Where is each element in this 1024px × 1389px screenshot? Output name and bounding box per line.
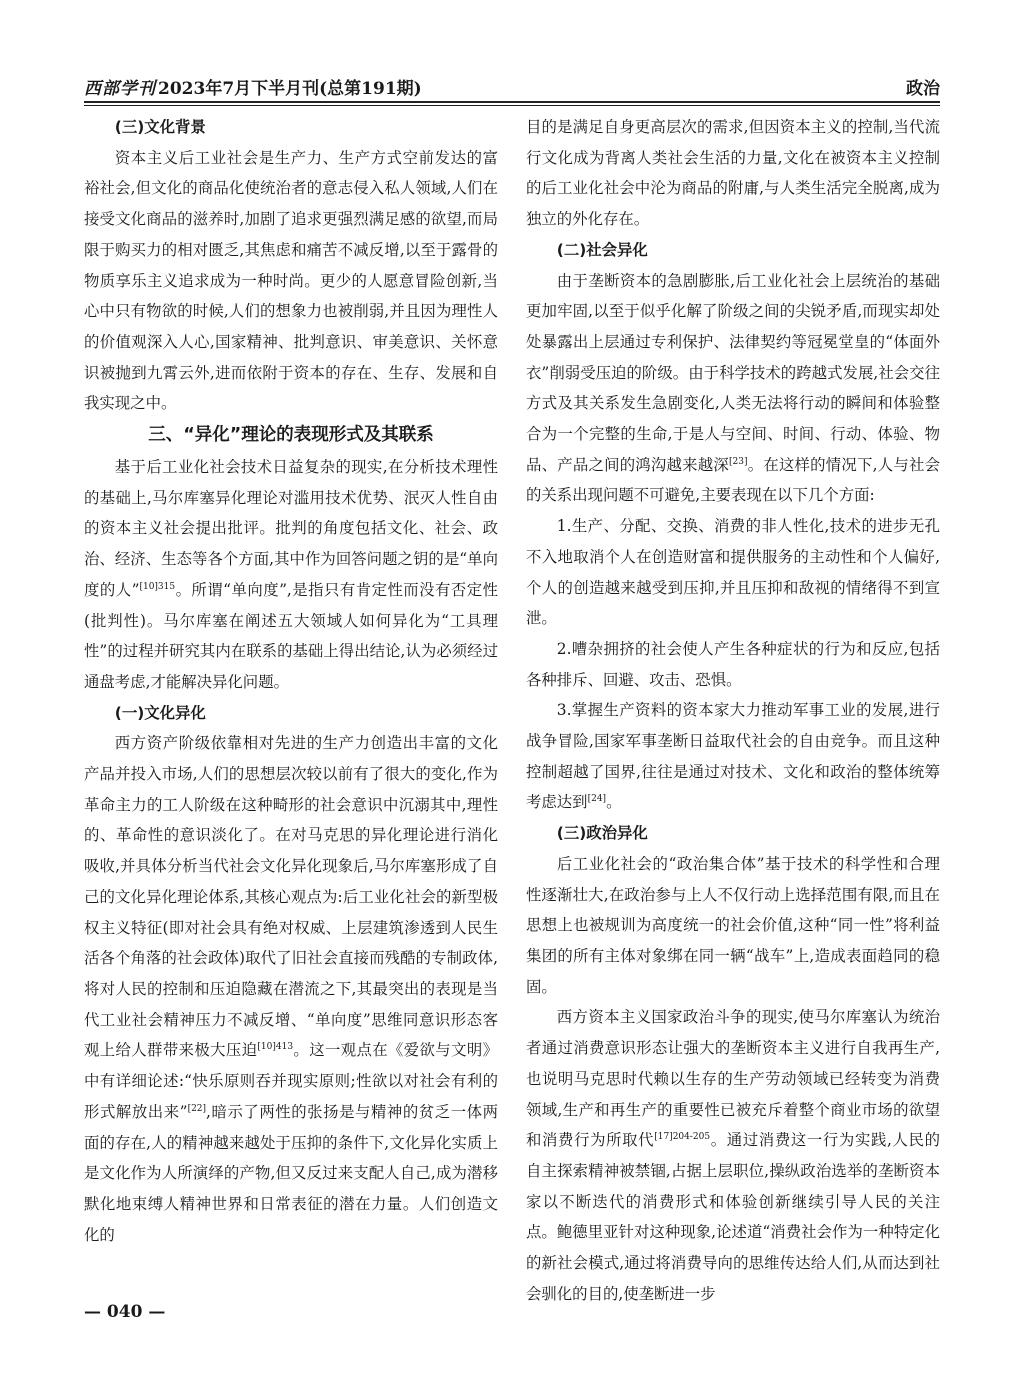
citation: [10]315 — [139, 581, 176, 592]
section-heading: 三、“异化”理论的表现形式及其联系 — [148, 425, 434, 446]
journal-issue — [84, 74, 422, 99]
paragraph: 资本主义后工业社会是生产力、生产方式空前发达的富裕社会,但文化的商品化使统治者的意志侵入私人领域,人们在接受文化商品的滋养时,加剧了追求更强烈满足感的欲望,而局限于购买力的相对匮乏,其焦虑和痛苦不减反增,以至于露骨的物质享乐主义追求成为一种时尚。更少的人愿意冒险创新,当心中只有物欲的时候,人们的想象力也被削弱,并且因为理性人的价值观深入人心,国家精神、批判意识、审美意识、关怀意识被抛到九霄云外,进而依附于资本的存在、生存、发展和自我实现之中。 — [84, 148, 498, 413]
page-number: — 040 — — [84, 1302, 166, 1322]
right-column — [526, 112, 940, 1309]
issue-info: 2023年7月下半月刊(总第191期) — [158, 79, 422, 99]
paragraph: 基于后工业化社会技术日益复杂的现实,在分析技术理性的基础上,马尔库塞异化理论对滥用技术优势、泯灭人性自由的资本主义社会提出批评。批判的角度包括文化、社会、政治、经济、生态等各个方面,其中作为回答问题之钥的是“单向度的人”$^{[10]315}$。所谓“单向度”,是指只有肯定性而没有否定性(批判性)。马尔库塞在阐述五大领域人如何异化为“工具理性”的过程并研究其内在联系的基础上得出结论,认为必须经过通盘考虑,才能解决异化问题。 — [84, 458, 498, 691]
list-item: 3.掌握生产资料的资本家大力推动军事工业的发展,进行战争冒险,国家军事垄断日益取代社会的自由竞争。而且这种控制超越了国界,往往是通过对技术、文化和政治的整体统筹考虑达到[24]。 — [526, 701, 940, 812]
journal-logo: 西部学刊 — [84, 79, 156, 98]
page-header — [84, 70, 940, 102]
citation: [22] — [187, 1103, 207, 1114]
section-label: 政治 — [906, 79, 940, 99]
heading-social-alienation: (二)社会异化 — [556, 240, 648, 259]
paragraph: 西方资本主义国家政治斗争的现实,使马尔库塞认为统治者通过消费意识形态让强大的垄断资本主义进行自我再生产,也说明马克思时代赖以生存的生产劳动领域已经转变为消费领域,生产和再生产的重要性已被充斥着整个商业市场的欲望和消费行为所取代$^{[17]204-205}$。通过消费这一行为实践,人民的自主探索精神被禁锢,占据上层职位,操纵政治选举的垄断资本家以不断迭代的消费形式和体验创新继续引导人民的关注点。鲍德里亚针对这种现象,论述道“消费社会作为一种特定化的新社会模式,通过将消费导向的思维传达给人们,从而达到社会驯化的目的,使垄断进一步 — [526, 1008, 940, 1303]
citation: [10]413 — [257, 1042, 294, 1053]
paragraph: 由于垄断资本的急剧膨胀,后工业化社会上层统治的基础更加牢固,以至于似乎化解了阶级之间的尖锐矛盾,而现实却处处暴露出上层通过专利保护、法律契约等冠冕堂皇的“体面外衣”削弱受压迫的阶级。由于科学技术的跨越式发展,社会交往方式及其关系发生急剧变化,人类无法将行动的瞬间和体验整合为一个完整的生命,于是人与空间、时间、行动、体验、物品、产品之间的鸿沟越来越深[23]。在这样的情况下,人与社会的关系出现问题不可避免,主要表现在以下几个方面: — [526, 271, 940, 505]
list-item: 1.生产、分配、交换、消费的非人性化,技术的进步无孔不入地取消个人在创造财富和提供服务的主动性和个人偏好,个人的创造越来越受到压抑,并且压抑和敌视的情绪得不到宣泄。 — [526, 517, 940, 628]
heading-cultural-alienation: (一)文化异化 — [114, 703, 206, 722]
citation: [17]204-205 — [654, 1132, 711, 1143]
heading-political-alienation: (三)政治异化 — [556, 824, 648, 843]
paragraph: 目的是满足自身更高层次的需求,但因资本主义的控制,当代流行文化成为背离人类社会生活的力量,文化在被资本主义控制的后工业化社会中沦为商品的附庸,与人类生活完全脱离,成为独立的外化存在。 — [526, 118, 940, 229]
paragraph: 后工业化社会的“政治集合体”基于技术的科学性和合理性逐渐壮大,在政治参与上人不仅行动上选择范围有限,而且在思想上也被规训为高度统一的社会价值,这种“同一性”将利益集团的所有主体对象绑在同一辆“战车”上,造成表面趋同的稳固。 — [526, 854, 940, 996]
citation: [24] — [587, 794, 607, 805]
citation: [23] — [729, 456, 748, 467]
paragraph: 西方资产阶级依靠相对先进的生产力创造出丰富的文化产品并投入市场,人们的思想层次较以前有了很大的变化,作为革命主力的工人阶级在这种畸形的社会意识中沉溺其中,理性的、革命性的意识淡化了。在对马克思的异化理论进行消化吸收,并具体分析当代社会文化异化现象后,马尔库塞形成了自己的文化异化理论体系,其核心观点为:后工业化社会的新型极权主义特征(即对社会具有绝对权威、上层建筑渗透到人民生活各个角落的社会政体)取代了旧社会直接而残酷的专制政体,将对人民的控制和压迫隐藏在潜流之下,其最突出的表现是当代工业社会精神压力不减反增、“单向度”思维同意识形态客观上给人群带来极大压迫$^{[10]413}$。这一观点在《爱欲与文明》中有详细论述:“快乐原则吞并现实原则;性欲以对社会有利的形式解放出来”[22],暗示了两性的张扬是与精神的贫乏一体两面的存在,人的精神越来越处于压抑的条件下,文化异化实质上是文化作为人所演绎的产物,但又反过来支配人自己,成为潜移默化地束缚人精神世界和日常表征的潜在力量。人们创造文化的 — [84, 734, 498, 1244]
list-item: 2.嘈杂拥挤的社会使人产生各种症状的行为和反应,包括各种排斥、回避、攻击、恐惧。 — [526, 639, 940, 689]
left-column — [84, 112, 498, 1250]
header-rule — [84, 101, 940, 103]
header-rule-thin — [84, 105, 940, 106]
heading-culture-background: (三)文化背景 — [114, 118, 206, 136]
